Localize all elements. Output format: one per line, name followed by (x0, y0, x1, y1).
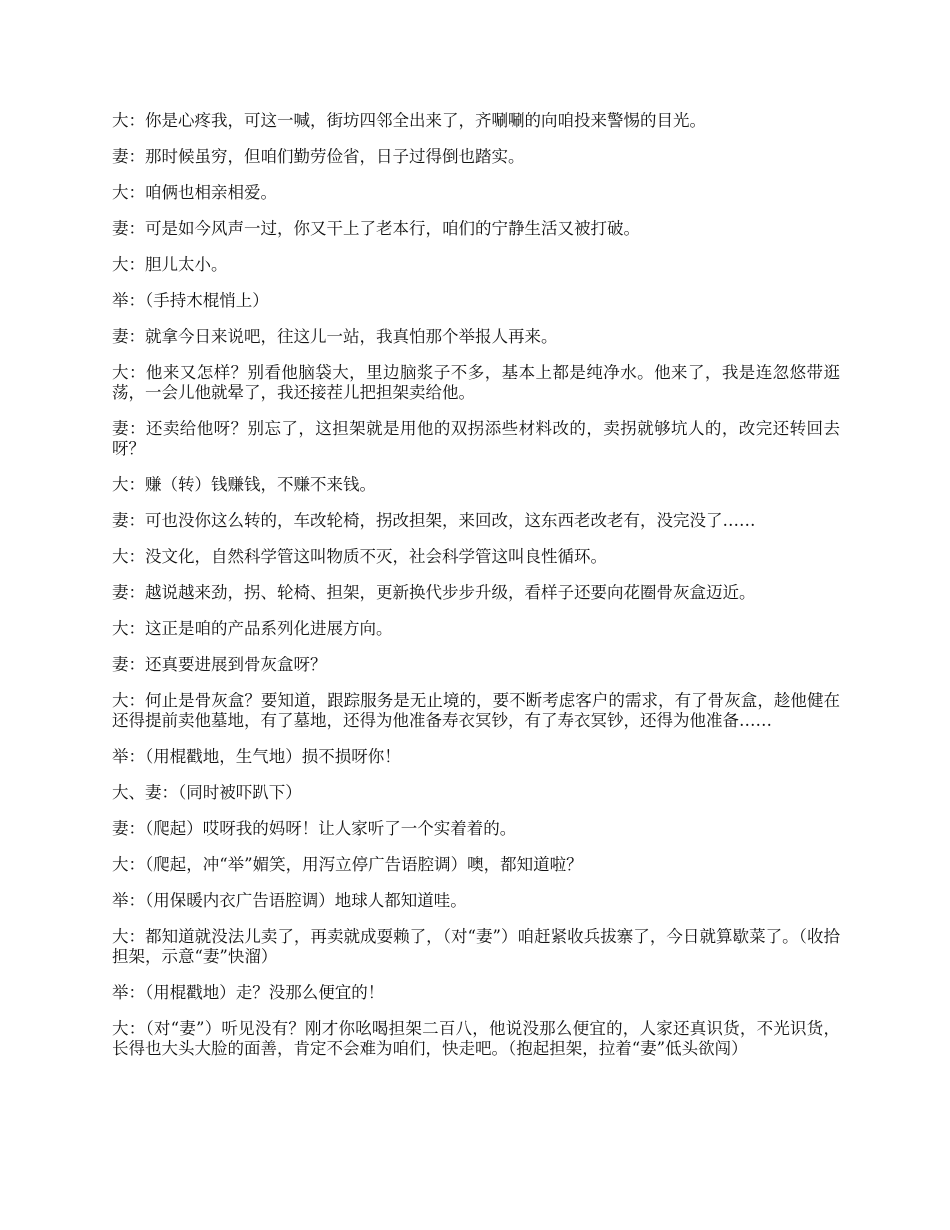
dialogue-line-3: 大：咱俩也相亲相爱。 (112, 183, 277, 202)
dialogue-line-22: 大：都知道就没法儿卖了，再卖就成耍赖了，（对“妻”）咱赶紧收兵拔寨了，今日就算歇菜了。（收拾担架，示意“妻”快溜） (112, 927, 840, 966)
dialogue-line-16: 大：何止是骨灰盒？要知道，跟踪服务是无止境的，要不断考虑客户的需求，有了骨灰盒，趁他健在还得提前卖他墓地，有了墓地，还得为他准备寿衣冥钞，有了寿衣冥钞，还得为他准备…… (112, 691, 840, 730)
dialogue-line-21: 举：（用保暖内衣广告语腔调）地球人都知道哇。 (112, 891, 467, 910)
dialogue-line-24: 大：（对“妻”）听见没有？刚才你吆喝担架二百八，他说没那么便宜的，人家还真识货，不光识货，长得也大头大脸的面善，肯定不会难为咱们，快走吧。（抱起担架，拉着“妻”低头欲闯） (112, 1019, 840, 1058)
dialogue-line-8: 大：他来又怎样？别看他脑袋大，里边脑浆子不多，基本上都是纯净水。他来了，我是连忽悠带逛荡，一会儿他就晕了，我还接茬儿把担架卖给他。 (112, 363, 840, 402)
dialogue-line-2: 妻：那时候虽穷，但咱们勤劳俭省，日子过得倒也踏实。 (112, 147, 525, 166)
dialogue-line-4: 妻：可是如今风声一过，你又干上了老本行，咱们的宁静生活又被打破。 (112, 219, 640, 238)
stage-direction-6: 举：（手持木棍悄上） (112, 291, 269, 310)
dialogue-line-12: 大：没文化，自然科学管这叫物质不灭，社会科学管这叫良性循环。 (112, 547, 607, 566)
dialogue-line-23: 举：（用棍戳地）走？没那么便宜的！ (112, 983, 385, 1002)
dialogue-line-20: 大：（爬起，冲“举”媚笑，用泻立停广告语腔调）噢，都知道啦？ (112, 855, 583, 874)
dialogue-line-13: 妻：越说越来劲，拐、轮椅、担架，更新换代步步升级，看样子还要向花圈骨灰盒迈近。 (112, 583, 756, 602)
dialogue-line-11: 妻：可也没你这么转的，车改轮椅，拐改担架，来回改，这东西老改老有，没完没了…… (112, 511, 756, 530)
dialogue-line-7: 妻：就拿今日来说吧，往这儿一站，我真怕那个举报人再来。 (112, 327, 558, 346)
dialogue-line-1: 大：你是心疼我，可这一喊，街坊四邻全出来了，齐唰唰的向咱投来警惕的目光。 (112, 111, 706, 130)
dialogue-line-14: 大：这正是咱的产品系列化进展方向。 (112, 619, 393, 638)
dialogue-line-17: 举：（用棍戳地，生气地）损不损呀你！ (112, 747, 401, 766)
dialogue-line-19: 妻：（爬起）哎呀我的妈呀！让人家听了一个实着着的。 (112, 819, 517, 838)
dialogue-line-9: 妻：还卖给他呀？别忘了，这担架就是用他的双拐添些材料改的，卖拐就够坑人的，改完还转回去呀？ (112, 419, 840, 458)
script-text-body (112, 111, 840, 1075)
stage-direction-18: 大、妻：（同时被吓趴下） (112, 783, 302, 802)
dialogue-line-15: 妻：还真要进展到骨灰盒呀？ (112, 655, 327, 674)
dialogue-line-10: 大：赚（转）钱赚钱，不赚不来钱。 (112, 475, 376, 494)
dialogue-line-5: 大：胆儿太小。 (112, 255, 228, 274)
